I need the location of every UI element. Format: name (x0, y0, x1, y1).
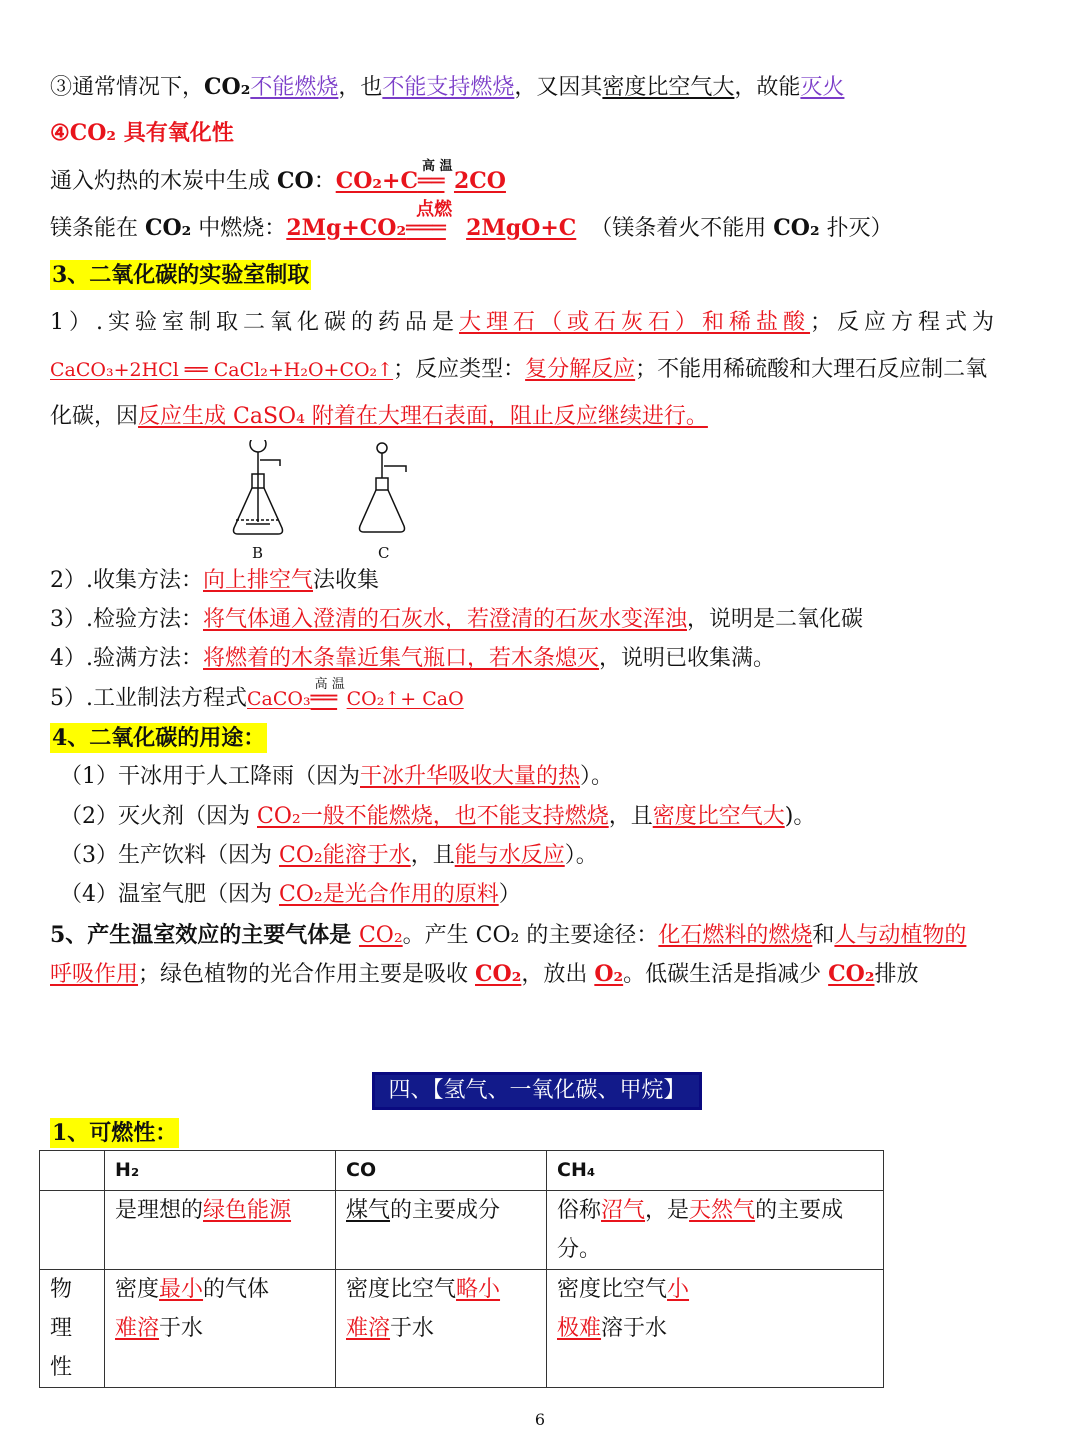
section-4-heading: 4、二氧化碳的用途： (52, 725, 266, 751)
test-method-line: 3）.检验方法：将气体通入澄清的石灰水，若澄清的石灰水变浑浊，说明是二氧化碳 (50, 607, 864, 632)
use-2-line: （2）灭火剂（因为 CO₂一般不能燃烧，也不能支持燃烧，且密度比空气大)。 (60, 804, 816, 829)
table-row (40, 1191, 884, 1270)
apparatus-figure (220, 440, 420, 565)
magnesium-burning-line: 镁条能在 CO₂ 中燃烧：2Mg+CO₂═══ 点燃 2MgO+C （镁条着火不能用 CO₂ 扑灭） (50, 199, 893, 241)
header-ch4: CH₄ (547, 1151, 884, 1191)
sulfuric-acid-reason-line: 化碳，因反应生成 CaSO₄ 附着在大理石表面，阻止反应继续进行。 (50, 404, 708, 429)
table-header-row (40, 1151, 884, 1191)
header-h2: H₂ (105, 1151, 336, 1191)
co2-property-3: ③通常情况下，CO₂不能燃烧，也不能支持燃烧，又因其密度比空气大，故能灭火 (50, 74, 845, 100)
row1-label (40, 1191, 105, 1270)
use-1-line: （1）干冰用于人工降雨（因为干冰升华吸收大量的热）。 (60, 764, 614, 789)
row2-h2: 密度最小的气体 难溶于水 (105, 1270, 336, 1388)
lab-reagents-line: 1）.实验室制取二氧化碳的药品是大理石（或石灰石）和稀盐酸；反应方程式为 (50, 310, 1000, 335)
header-cell-empty (40, 1151, 105, 1191)
page-number: 6 (534, 1410, 546, 1429)
figure-label-c: C (378, 544, 390, 562)
gas-comparison-table (39, 1150, 884, 1388)
use-4-line: （4）温室气肥（因为 CO₂是光合作用的原料） (60, 882, 521, 907)
row2-ch4: 密度比空气小 极难溶于水 (547, 1270, 884, 1388)
greenhouse-line-2: 呼吸作用；绿色植物的光合作用主要是吸收 CO₂，放出 O₂。低碳生活是指减少 CO₂排放 (50, 961, 919, 987)
use-3-line: （3）生产饮料（因为 CO₂能溶于水，且能与水反应）。 (60, 843, 598, 868)
full-check-line: 4）.验满方法：将燃着的木条靠近集气瓶口，若木条熄灭，说明已收集满。 (50, 646, 776, 671)
lab-equation-line: CaCO₃+2HCl ══ CaCl₂+H₂O+CO₂↑；反应类型：复分解反应；不能用稀硫酸和大理石反应制二氧 (50, 357, 988, 382)
co2-carbon-reaction: 通入灼热的木炭中生成 CO：CO₂+C══ 高 温 2CO (50, 159, 506, 194)
co2-property-4-heading: ④CO₂ 具有氧化性 (50, 120, 234, 146)
header-co: CO (336, 1151, 547, 1191)
section-iv-banner: 四、【氢气、一氧化碳、甲烷】 (372, 1072, 702, 1110)
industrial-method-line: 5）.工业制法方程式CaCO₃══ 高 温 CO₂↑+ CaO (50, 677, 464, 711)
collection-method-line: 2）.收集方法：向上排空气法收集 (50, 568, 380, 593)
figure-label-b: B (252, 544, 264, 562)
section-3-heading: 3、二氧化碳的实验室制取 (52, 262, 310, 288)
table-row (40, 1270, 884, 1388)
row1-co: 煤气的主要成分 (336, 1191, 547, 1270)
greenhouse-line-1: 5、产生温室效应的主要气体是 CO₂。产生 CO₂ 的主要途径：化石燃料的燃烧和人与动植物的 (50, 922, 967, 948)
row2-label: 物 理 性 (40, 1270, 105, 1388)
combustibility-heading: 1、可燃性： (52, 1120, 178, 1146)
row1-h2: 是理想的绿色能源 (105, 1191, 336, 1270)
row1-ch4: 俗称沼气，是天然气的主要成 分。 (547, 1191, 884, 1270)
row2-co: 密度比空气略小 难溶于水 (336, 1270, 547, 1388)
